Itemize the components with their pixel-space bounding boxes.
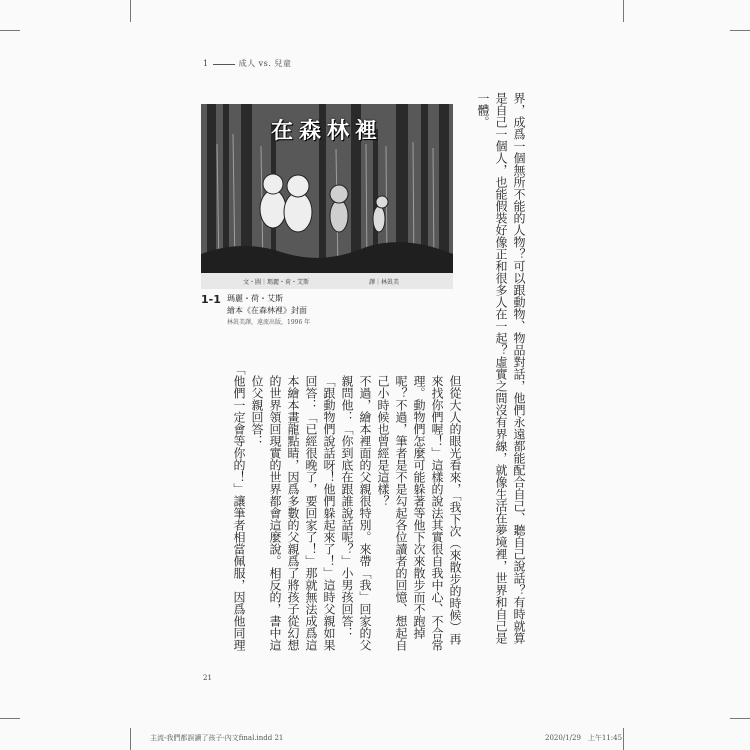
file-slug: 主流-我們都誤讀了孩子-內文final.indd 21 <box>150 734 284 742</box>
paragraph: 不過，繪本裡面的父親很特別。來帶「我」回家的父親問他：「你到底在跟誰說話呢？」小男孩回答：「跟動物們說話呀！他們躲起來了！」這時父親如果回答：「已經很晚了，要回家了！」那就無法成爲這本繪本畫龍點睛，因爲多數的父親爲了將孩子從幻想的世界領回現實的世界都會這麼說。相反的，書中這位父親回答： <box>250 375 372 651</box>
body-text-upper <box>478 92 528 652</box>
crop-mark-top-left <box>130 0 131 22</box>
crop-mark-right-top <box>730 30 750 31</box>
crop-mark-bottom-left <box>130 728 131 750</box>
crop-mark-left-top <box>0 30 20 31</box>
paragraph: 界，成爲一個無所不能的人物？可以跟動物、物品對話，他們永遠都能配合自己、聽自己說話？有時就算是自己一個人，也能假裝好像正和很多人在一起？虛實之間沒有界線，就像生活在夢境裡，世界和自己是一體。 <box>476 92 526 644</box>
cover-credit-translator: 譯｜林眞美 <box>369 279 400 286</box>
body-text-lower <box>200 363 464 653</box>
paragraph: 但從大人的眼光看來，「我下次（來散步的時候）再來找你們喔！」這樣的說法其實很自我中心、不合常理。動物們怎麼可能躲著等他下次來散步而不跑掉呢？不過，筆者是不是勾起各位讀者的回憶、想起自己小時候也曾經是這樣？ <box>376 375 462 651</box>
page-number: 21 <box>203 674 212 682</box>
running-head-rule <box>213 64 235 65</box>
running-head <box>203 58 291 69</box>
paragraph: 「他們一定會等你的！」讓筆者相當佩服，因爲他同理 <box>232 363 246 651</box>
cover-credit-author: 文・圖｜瑪麗・荷・艾斯 <box>243 279 310 286</box>
chapter-title: 成人 vs. 兒童 <box>238 59 292 68</box>
caption-source: 林眞美譯，遠流出版，1996 年 <box>227 319 311 326</box>
book-cover-illustration <box>201 104 453 289</box>
figure-number: 1-1 <box>201 293 221 306</box>
chapter-number: 1 <box>203 59 209 68</box>
slug-timestamp: 2020/1/29 上午11:45 <box>545 734 623 742</box>
caption-author: 瑪麗・荷・艾斯 <box>227 294 283 303</box>
cover-credits <box>201 273 453 289</box>
caption-description: 繪本《在森林裡》封面 <box>227 306 307 315</box>
crop-mark-left-bottom <box>0 718 20 719</box>
cover-title: 在森林裡 <box>270 119 383 144</box>
lion-figure <box>330 185 348 232</box>
crop-mark-right-bottom <box>730 718 750 719</box>
crop-mark-bottom-right <box>623 728 624 750</box>
crop-mark-top-right <box>623 0 624 22</box>
